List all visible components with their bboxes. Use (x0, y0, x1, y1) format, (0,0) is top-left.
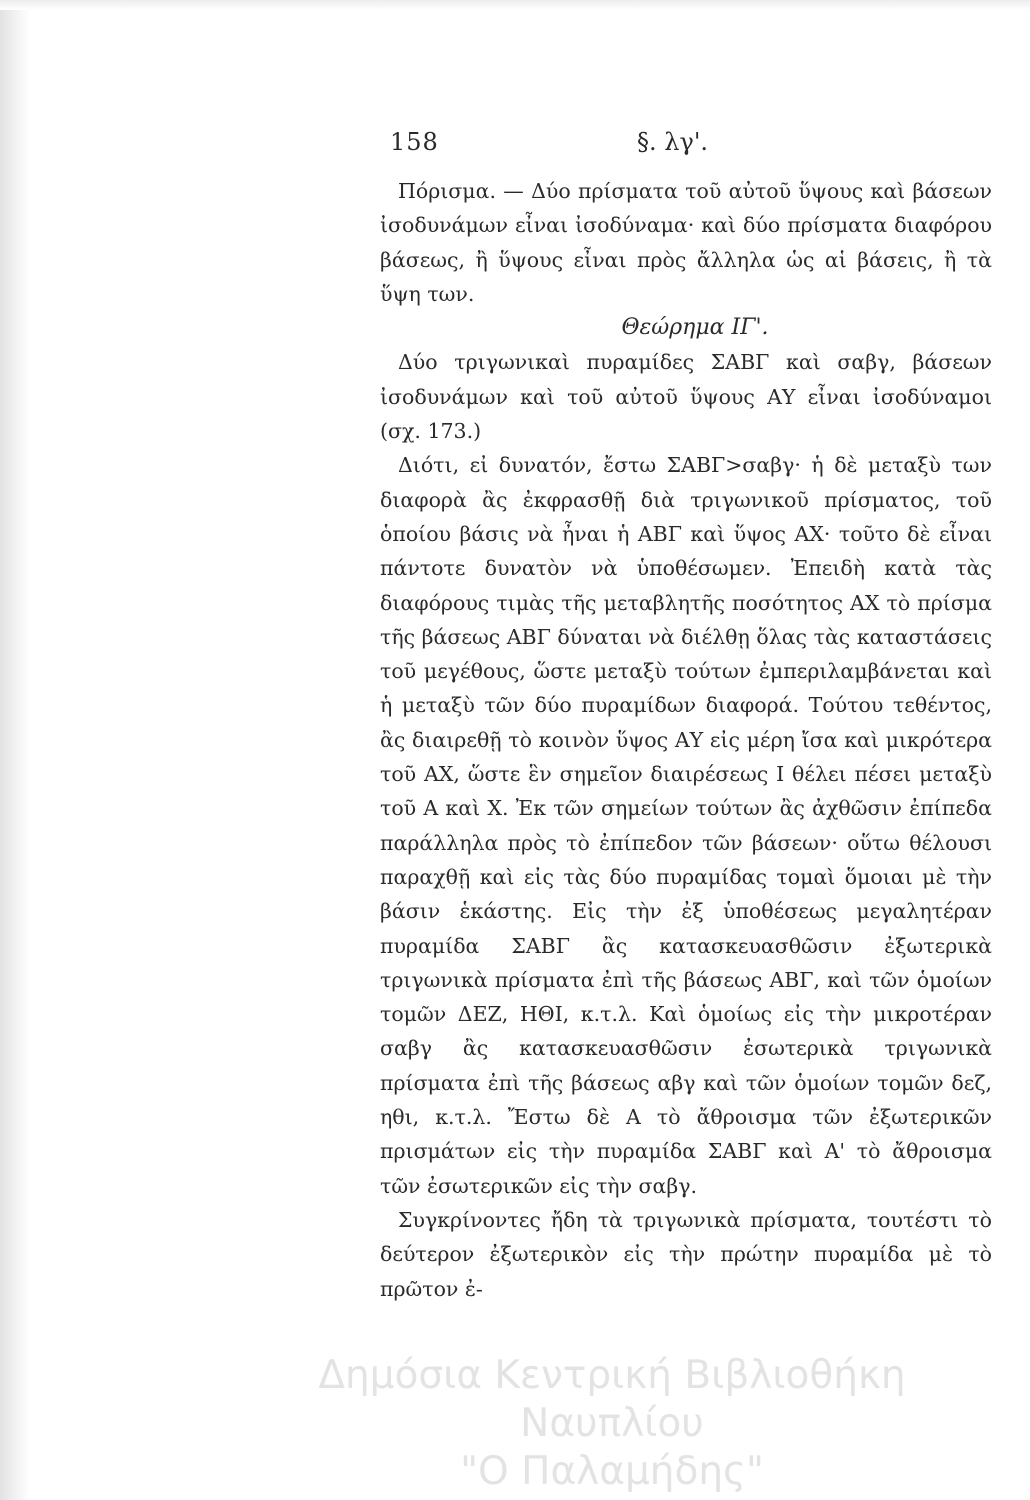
scan-shadow-left (0, 0, 30, 1500)
corollary-paragraph: Πόρισμα. — Δύο πρίσματα τοῦ αὐτοῦ ὕψους καὶ βάσεων ἰσοδυνάμων εἶναι ἰσοδύναμα· καὶ δύο πρίσματα διαφόρου βάσεως, ἢ ὕψους εἶναι πρὸς ἄλληλα ὡς αἱ βάσεις, ἢ τὰ ὕψη των. (380, 179, 992, 306)
theorem-statement: Δύο τριγωνικαὶ πυραμίδες ΣΑΒΓ καὶ σαβγ, βάσεων ἰσοδυνάμων καὶ τοῦ αὐτοῦ ὕψους ΑΥ εἶναι ἰσοδύναμοι (σχ. 173.) (380, 350, 992, 444)
library-watermark (232, 1352, 992, 1496)
watermark-line-1: Δημόσια Κεντρική Βιβλιοθήκη Ναυπλίου (318, 1353, 906, 1446)
scan-shadow-top (0, 0, 1030, 10)
comparison-paragraph: Συγκρίνοντες ἤδη τὰ τριγωνικὰ πρίσματα, τουτέστι τὸ δεύτερον ἐξωτερικὸν εἰς τὴν πρώτην πυραμίδα μὲ τὸ πρῶτον ἐ- (380, 1207, 992, 1301)
proof-paragraph: Διότι, εἰ δυνατόν, ἔστω ΣΑΒΓ>σαβγ· ἡ δὲ μεταξὺ των διαφορὰ ἂς ἐκφρασθῇ διὰ τριγωνικοῦ πρίσματος, τοῦ ὁποίου βάσις νὰ ἦναι ἡ ΑΒΓ καὶ ὕψος ΑΧ· τοῦτο δὲ εἶναι πάντοτε δυνατὸν νὰ ὑποθέσωμεν. Ἐπειδὴ κατὰ τὰς διαφόρους τιμὰς τῆς μεταβλητῆς ποσότητος ΑΧ τὸ πρίσμα τῆς βάσεως ΑΒΓ δύναται νὰ διέλθῃ ὅλας τὰς καταστάσεις τοῦ μεγέθους, ὥστε μεταξὺ τούτων ἐμπεριλαμβάνεται καὶ ἡ μεταξὺ τῶν δύο πυραμίδων διαφορά. Τούτου τεθέντος, ἂς διαιρεθῇ τὸ κοινὸν ὕψος ΑΥ εἰς μέρη ἴσα καὶ μικρότερα τοῦ ΑΧ, ὥστε ἓν σημεῖον διαιρέσεως Ι θέλει πέσει μεταξὺ τοῦ Α καὶ Χ. Ἐκ τῶν σημείων τούτων ἂς ἀχθῶσιν ἐπίπεδα παράλληλα πρὸς τὸ ἐπίπεδον τῶν βάσεων· οὕτω θέλουσι παραχθῇ καὶ εἰς τὰς δύο πυραμίδας τομαὶ ὅμοιαι μὲ τὴν βάσιν ἑκάστης. Εἰς τὴν ἐξ ὑποθέσεως μεγαλητέραν πυραμίδα ΣΑΒΓ ἂς κατασκευασθῶσιν ἐξωτερικὰ τριγωνικὰ πρίσματα ἐπὶ τῆς βάσεως ΑΒΓ, καὶ τῶν ὁμοίων τομῶν ΔΕΖ, ΗΘΙ, κ.τ.λ. Καὶ ὁμοίως εἰς τὴν μικροτέραν σαβγ ἂς κατασκευασθῶσιν ἐσωτερικὰ τριγωνικὰ πρίσματα ἐπὶ τῆς βάσεως αβγ καὶ τῶν ὁμοίων τομῶν δεζ, ηθι, κ.τ.λ. Ἔστω δὲ Α τὸ ἄθροισμα τῶν ἐξωτερικῶν πρισμάτων εἰς τὴν πυραμίδα ΣΑΒΓ καὶ Α' τὸ ἄθροισμα τῶν ἐσωτερικῶν εἰς τὴν σαβγ. (380, 453, 992, 1198)
section-mark: §. λγ'. (637, 128, 709, 156)
page-header (380, 118, 1005, 166)
page-text (380, 174, 992, 1306)
page-number: 158 (390, 128, 439, 156)
watermark-line-2: "Ο Παλαμήδης" (460, 1449, 764, 1494)
book-page (380, 118, 1005, 1301)
theorem-heading: Θεώρημα ΙΓ'. (621, 315, 769, 341)
